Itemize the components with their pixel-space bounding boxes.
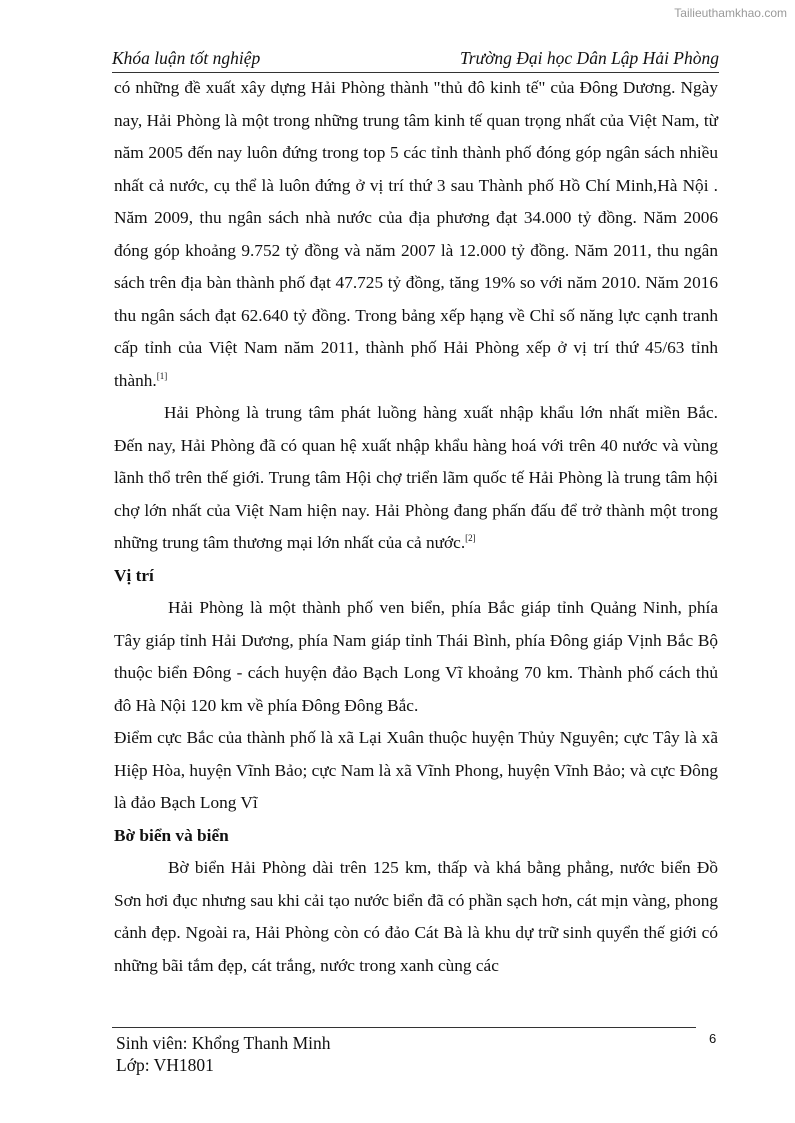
heading-location: Vị trí (114, 565, 154, 585)
watermark: Tailieuthamkhao.com (674, 6, 787, 20)
citation-2: [2] (465, 533, 476, 543)
footer-student: Sinh viên: Khổng Thanh Minh (116, 1033, 331, 1053)
paragraph-economy (114, 72, 718, 397)
paragraph-extreme-points: Điểm cực Bắc của thành phố là xã Lại Xuân thuộc huyện Thủy Nguyên; cực Tây là xã Hiệp Hòa, huyện Vĩnh Bảo; cực Nam là xã Vĩnh Phong, huyện Vĩnh Bảo; và cực Đông là đảo Bạch Long Vĩ (114, 728, 718, 812)
citation-1: [1] (156, 370, 168, 381)
footer-divider (112, 1027, 696, 1028)
page-number: 6 (709, 1031, 717, 1046)
paragraph-economy-text: có những đề xuất xây dựng Hải Phòng thành "thủ đô kinh tế" của Đông Dương. Ngày nay, Hải Phòng là một trong những trung tâm kinh tế quan trọng nhất của Việt Nam, từ năm 2005 đến nay luôn đứng trong top 5 các tỉnh thành phố đóng góp ngân sách nhiều nhất cả nước, cụ thể là luôn đứng ở vị trí thứ 3 sau Thành phố Hồ Chí Minh,Hà Nội . Năm 2009, thu ngân sách nhà nước của địa phương đạt 34.000 tỷ đồng. Năm 2006 đóng góp khoảng 9.752 tỷ đồng và năm 2007 là 12.000 tỷ đồng. Năm 2011, thu ngân sách trên địa bàn thành phố đạt 47.725 tỷ đồng, tăng 19% so với năm 2010. Năm 2016 thu ngân sách đạt 62.640 tỷ đồng. Trong bảng xếp hạng về Chỉ số năng lực cạnh tranh cấp tỉnh của Việt Nam năm 2011, thành phố Hải Phòng xếp ở vị trí thứ 45/63 tỉnh thành. (114, 78, 718, 390)
page-header (112, 48, 719, 69)
header-thesis-title: Khóa luận tốt nghiệp (112, 48, 261, 68)
document-body (114, 72, 718, 982)
paragraph-trade-text: Hải Phòng là trung tâm phát luồng hàng xuất nhập khẩu lớn nhất miền Bắc. Đến nay, Hải Phòng đã có quan hệ xuất nhập khẩu hàng hoá với trên 40 nước và vùng lãnh thổ trên thế giới. Trung tâm Hội chợ triển lãm quốc tế Hải Phòng là trung tâm hội chợ lớn nhất của Việt Nam hiện nay. Hải Phòng đang phấn đấu để trở thành một trong những trung tâm thương mại lớn nhất của cả nước. (114, 403, 718, 552)
footer-class: Lớp: VH1801 (116, 1055, 214, 1075)
paragraph-trade (114, 397, 718, 560)
page-footer (116, 1032, 331, 1076)
heading-coast: Bờ biển và biển (114, 825, 229, 845)
paragraph-location: Hải Phòng là một thành phố ven biển, phía Bắc giáp tỉnh Quảng Ninh, phía Tây giáp tỉnh Hải Dương, phía Nam giáp tỉnh Thái Bình, phía Đông giáp Vịnh Bắc Bộ thuộc biển Đông - cách huyện đảo Bạch Long Vĩ khoảng 70 km. Thành phố cách thủ đô Hà Nội 120 km về phía Đông Đông Bắc. (114, 598, 718, 715)
header-university: Trường Đại học Dân Lập Hải Phòng (459, 48, 719, 68)
paragraph-coast: Bờ biển Hải Phòng dài trên 125 km, thấp và khá bằng phẳng, nước biển Đồ Sơn hơi đục nhưng sau khi cải tạo nước biển đã có phần sạch hơn, cát mịn vàng, phong cảnh đẹp. Ngoài ra, Hải Phòng còn có đảo Cát Bà là khu dự trữ sinh quyển thế giới có những bãi tắm đẹp, cát trắng, nước trong xanh cùng các (114, 858, 718, 975)
